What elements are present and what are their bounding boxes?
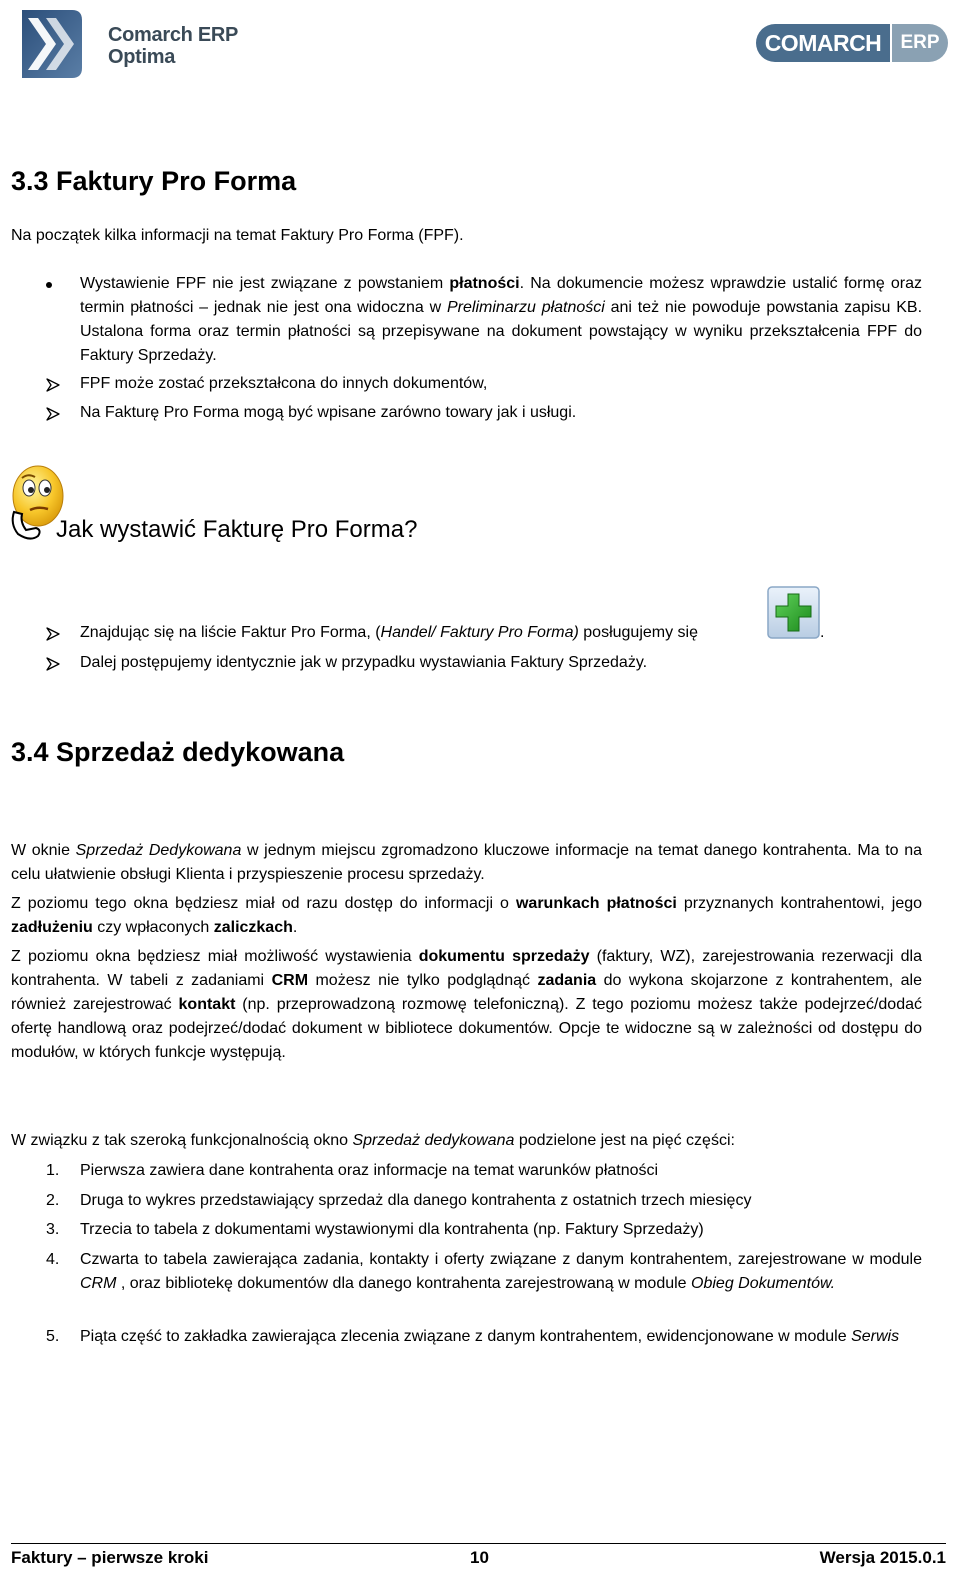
text: możesz nie tylko podglądnąć — [308, 972, 538, 989]
bold-text: płatności — [449, 275, 520, 292]
list-number: 4. — [46, 1251, 60, 1268]
comarch-erp-badge — [756, 24, 948, 62]
italic-text: Preliminarzu płatności — [446, 299, 605, 316]
text: Z poziomu okna będziesz miał możliwość wystawienia — [11, 948, 419, 965]
bold-text: warunkach płatności — [515, 895, 677, 912]
text: W związku z tak szeroką funkcjonalnością okno — [11, 1132, 353, 1149]
italic-text: Serwis — [851, 1328, 900, 1345]
step-open-list — [80, 621, 698, 645]
text: podzielone jest na pięć części: — [514, 1132, 735, 1149]
text: W oknie — [11, 842, 76, 859]
text: w jednym miejscu zgromadzono kluczowe informacje na temat danego kontrahenta. Ma to na celu ułatwienie obsługi Klienta i przyspieszenie procesu sprzedaży. — [11, 842, 923, 883]
text: przyznanych kontrahentowi, jego — [676, 895, 923, 912]
optima-logo-icon — [14, 8, 86, 80]
text: . Na dokumencie możesz wprawdzie ustalić formę oraz termin płatności – jednak nie jest ona widoczna w — [80, 275, 922, 316]
italic-text: Sprzedaż dedykowana — [352, 1132, 515, 1149]
footer-title: Faktury – pierwsze kroki — [11, 1548, 209, 1567]
footer-page-number: 10 — [470, 1548, 489, 1567]
text: Wystawienie FPF nie jest związane z powstaniem — [80, 275, 450, 292]
text: Piąta część to zakładka zawierająca zlecenia związane z danym kontrahentem, ewidencjonowane w module — [80, 1328, 852, 1345]
logo-wordmark — [108, 24, 238, 68]
text: Czwarta to tabela zawierająca zadania, kontakty i oferty związane z danym kontrahentem, zarejestrowane w module — [80, 1251, 922, 1268]
brand-name: COMARCH — [756, 24, 890, 62]
add-document-button[interactable] — [767, 586, 820, 639]
logo-line-2: Optima — [108, 46, 176, 68]
list-number: 3. — [46, 1221, 60, 1238]
text: Znajdując się na liście Faktur Pro Forma, ( — [80, 624, 381, 641]
paragraph-overview — [11, 839, 922, 887]
bold-text: dokumentu sprzedaży — [418, 948, 590, 965]
list-number: 1. — [46, 1162, 60, 1179]
step-period: . — [820, 624, 825, 641]
paragraph-payment-info — [11, 892, 922, 940]
logo-line-1: Comarch ERP — [108, 24, 239, 46]
arrow-bullet-icon — [45, 656, 61, 672]
arrow-item-conversion: FPF może zostać przekształcona do innych dokumentów, — [80, 375, 488, 392]
bold-text: kontakt — [178, 996, 236, 1013]
bold-text: CRM — [271, 972, 309, 989]
brand-suffix: ERP — [892, 24, 948, 62]
how-to-question: Jak wystawić Fakturę Pro Forma? — [56, 516, 418, 543]
italic-text: Handel/ Faktury Pro Forma) — [380, 624, 579, 641]
bold-text: zadłużeniu — [11, 919, 93, 936]
text: (np. przeprowadzoną rozmowę telefoniczną). Z tego poziomu możesz także podejrzeć/dodać ofertę handlową oraz podejrzeć/dodać dokument w bibliotece dokumentów. Opcje te widoczne są w zależności od dostępu do modułów, w których funkcje występują. — [11, 996, 922, 1061]
text: do wykona skojarzone z kontrahentem, ale również zarejestrować — [11, 972, 923, 1013]
text: posługujemy się — [578, 624, 698, 641]
text: ani też nie powoduje powstania zapisu KB. Ustalona forma oraz termin płatności są przepisywane na dokument powstający w wyniku przekształcenia FPF do Faktury Sprzedaży. — [80, 299, 923, 364]
text: (faktury, WZ), zarejestrowania rezerwacji dla kontrahenta. W tabeli z zadaniami — [11, 948, 923, 989]
list-item — [80, 1248, 922, 1296]
paragraph-five-parts — [11, 1129, 922, 1153]
bullet-fpf-payment — [80, 272, 922, 368]
arrow-bullet-icon — [45, 406, 61, 422]
bullet-dot — [46, 282, 52, 288]
italic-text: CRM — [80, 1275, 117, 1292]
text: Z poziomu tego okna będziesz miał od razu dostęp do informacji o — [11, 895, 516, 912]
step-continue: Dalej postępujemy identycznie jak w przypadku wystawiania Faktury Sprzedaży. — [80, 654, 648, 671]
paragraph-capabilities — [11, 945, 922, 1065]
bold-text: zadania — [537, 972, 597, 989]
arrow-bullet-icon — [45, 626, 61, 642]
list-item: Druga to wykres przedstawiający sprzedaż dla danego kontrahenta z ostatnich trzech miesięcy — [80, 1192, 752, 1209]
list-item: Pierwsza zawiera dane kontrahenta oraz informacje na temat warunków płatności — [80, 1162, 659, 1179]
list-number: 2. — [46, 1192, 60, 1209]
text: , oraz bibliotekę dokumentów dla danego kontrahenta zarejestrowaną w module — [116, 1275, 692, 1292]
italic-text: Obieg Dokumentów. — [691, 1275, 836, 1292]
footer-version: Wersja 2015.0.1 — [819, 1548, 946, 1567]
bold-text: zaliczkach — [213, 919, 293, 936]
text: czy wpłaconych — [92, 919, 214, 936]
list-number: 5. — [46, 1328, 60, 1345]
footer-divider — [11, 1543, 946, 1544]
list-item: Trzecia to tabela z dokumentami wystawionymi dla kontrahenta (np. Faktury Sprzedaży) — [80, 1221, 704, 1238]
section-3-3-title: 3.3 Faktury Pro Forma — [11, 166, 297, 196]
green-plus-icon — [767, 586, 820, 639]
comarch-optima-logo — [14, 6, 254, 82]
italic-text: Sprzedaż Dedykowana — [75, 842, 242, 859]
arrow-bullet-icon — [45, 377, 61, 393]
arrow-item-goods-services: Na Fakturę Pro Forma mogą być wpisane zarówno towary jak i usługi. — [80, 404, 577, 421]
text: . — [292, 919, 298, 936]
section-3-4-title: 3.4 Sprzedaż dedykowana — [11, 737, 345, 767]
list-item — [80, 1325, 922, 1349]
intro-paragraph: Na początek kilka informacji na temat Faktury Pro Forma (FPF). — [11, 227, 464, 244]
